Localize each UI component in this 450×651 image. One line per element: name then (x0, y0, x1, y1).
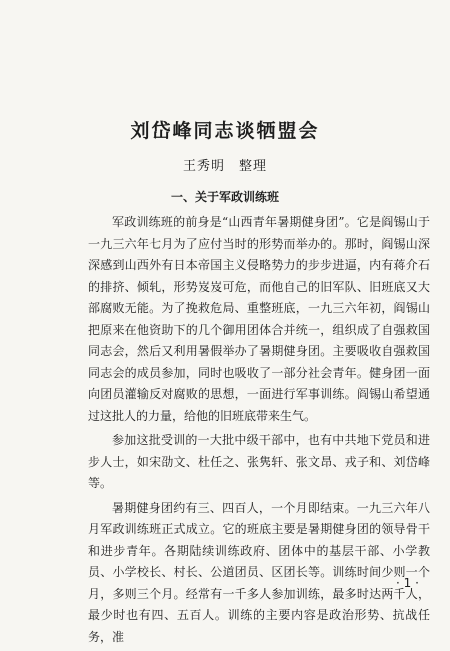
page-number: · 1 · (396, 576, 419, 590)
article-title: 刘岱峰同志谈牺盟会 (130, 120, 320, 142)
paragraph: 参加这批受训的一大批中级干部中，也有中共地下党员和进步人士，如宋劭文、杜任之、张隽轩、张文昂、戎子和、刘岱峰等。 (88, 433, 430, 490)
paragraph: 暑期健身团约有三、四百人，一个月即结束。一九三六年八月军政训练班正式成立。它的班底主要是暑期健身团的领导骨干和进步青年。各期陆续训练政府、团体中的基层干部、小学教员、小学校长、村长、公道团员、区团长等。训练时间少则一个月，多则三个月。经常有一千多人参加训练，最多时达两千人，最少时也有四、五百人。训练的主要内容是政治形势、抗战任务，准 (88, 500, 430, 644)
author-line: 王秀明 整理 (182, 159, 267, 174)
body-text (88, 212, 430, 651)
section-heading: 一、关于军政训练班 (170, 190, 279, 204)
paragraph: 军政训练班的前身是“山西青年暑期健身团”。它是阎锡山于一九三六年七月为了应付当时的形势而举办的。那时，阎锡山深深感到山西外有日本帝国主义侵略势力的步步进逼，内有蒋介石的排挤、倾轧，形势岌岌可危，而他自己的旧军队、旧班底又大部腐败无能。为了挽救危局、重整班底，一九三六年初，阎锡山把原来在他资助下的几个御用团体合并统一，组织成了自强救国同志会，然后又利用暑假举办了暑期健身团。主要吸收自强救国同志会的成员参加，同时也吸收了一部分社会青年。健身团一面向团员灌输反对腐败的思想，一面进行军事训练。阎锡山希望通过这批人的力量，给他的旧班底带来生气。 (88, 215, 430, 423)
